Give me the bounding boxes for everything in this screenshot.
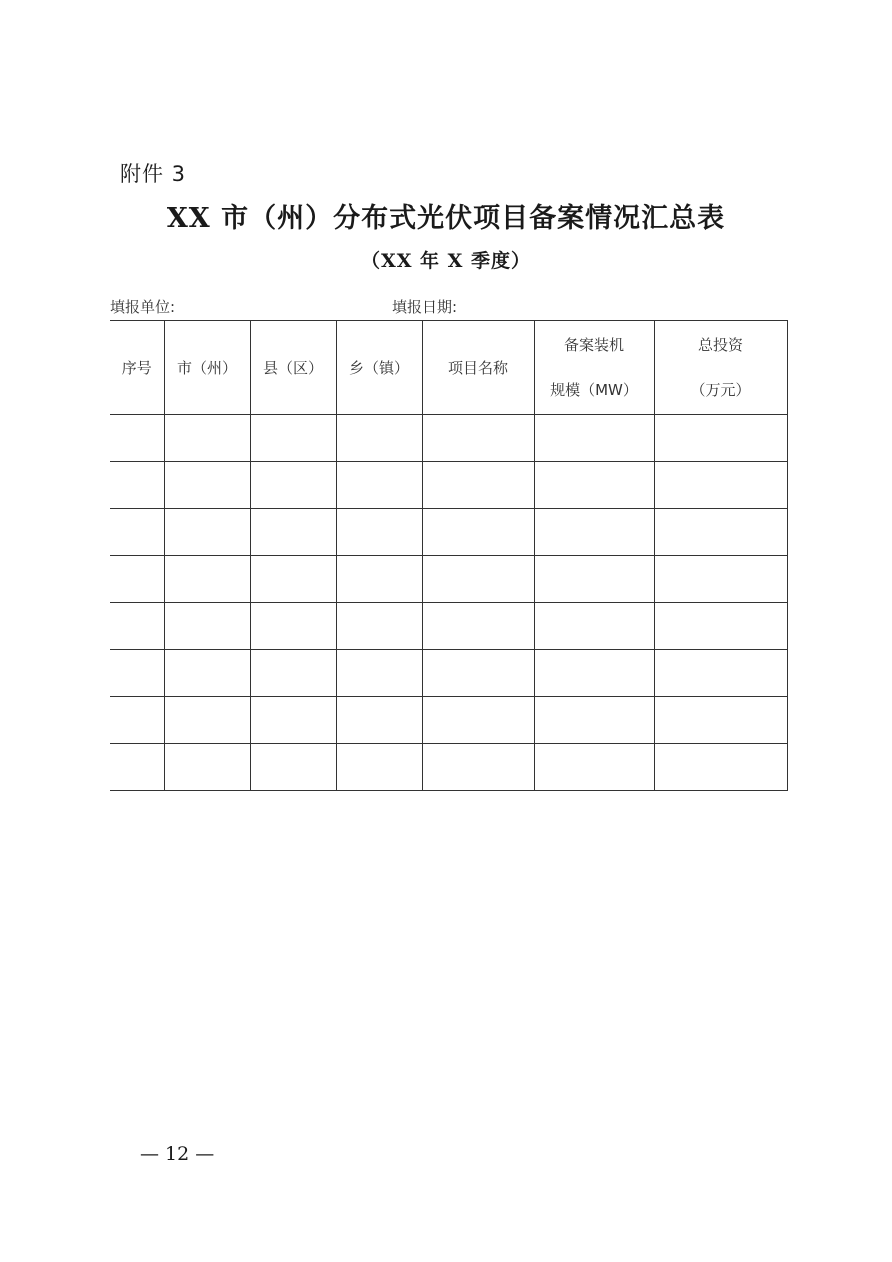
- table-cell: [164, 650, 250, 697]
- table-row: [110, 697, 787, 744]
- header-project-name: 项目名称: [422, 321, 534, 415]
- table-cell: [422, 744, 534, 791]
- attachment-label: 附件 3: [120, 162, 187, 186]
- header-investment-line2: （万元）: [690, 380, 751, 399]
- table-cell: [164, 509, 250, 556]
- table-cell: [654, 744, 787, 791]
- header-index: 序号: [110, 321, 164, 415]
- table-header-row: [110, 321, 787, 415]
- table-cell: [110, 462, 164, 509]
- table-cell: [654, 556, 787, 603]
- table-cell: [164, 415, 250, 462]
- table-cell: [422, 415, 534, 462]
- table-cell: [110, 697, 164, 744]
- header-investment-line1: 总投资: [697, 335, 743, 354]
- table-cell: [110, 556, 164, 603]
- table-cell: [110, 509, 164, 556]
- table-cell: [250, 462, 336, 509]
- table-cell: [336, 603, 422, 650]
- table-cell: [110, 744, 164, 791]
- table-cell: [422, 462, 534, 509]
- reporting-unit-label: 填报单位:: [110, 298, 176, 316]
- table-cell: [336, 462, 422, 509]
- table-body: [110, 415, 787, 791]
- table-cell: [250, 415, 336, 462]
- header-city: 市（州）: [164, 321, 250, 415]
- table-row: [110, 650, 787, 697]
- table-cell: [250, 744, 336, 791]
- header-town: 乡（镇）: [336, 321, 422, 415]
- table-cell: [336, 697, 422, 744]
- table-cell: [250, 697, 336, 744]
- table-row: [110, 556, 787, 603]
- table-cell: [336, 650, 422, 697]
- table-cell: [110, 415, 164, 462]
- table-cell: [422, 556, 534, 603]
- table-cell: [164, 744, 250, 791]
- table-cell: [654, 415, 787, 462]
- header-county: 县（区）: [250, 321, 336, 415]
- table-cell: [422, 603, 534, 650]
- table-cell: [250, 556, 336, 603]
- table-cell: [110, 603, 164, 650]
- table-cell: [250, 603, 336, 650]
- table-cell: [336, 509, 422, 556]
- header-investment: [654, 321, 787, 415]
- table-row: [110, 462, 787, 509]
- table-cell: [654, 509, 787, 556]
- header-capacity: [534, 321, 654, 415]
- table-cell: [534, 650, 654, 697]
- header-capacity-line2: 规模（MW）: [550, 380, 638, 399]
- table-cell: [336, 556, 422, 603]
- table-cell: [534, 556, 654, 603]
- table-cell: [654, 697, 787, 744]
- table-cell: [654, 603, 787, 650]
- table-cell: [534, 462, 654, 509]
- table-row: [110, 509, 787, 556]
- reporting-date-label: 填报日期:: [392, 298, 458, 316]
- table-cell: [422, 509, 534, 556]
- table-cell: [534, 415, 654, 462]
- page-number: — 12 —: [140, 1143, 215, 1165]
- table-cell: [164, 697, 250, 744]
- document-subtitle: （XX 年 X 季度）: [360, 250, 532, 272]
- table-cell: [422, 697, 534, 744]
- header-capacity-line1: 备案装机: [563, 335, 624, 354]
- table-cell: [654, 650, 787, 697]
- table-row: [110, 415, 787, 462]
- table-row: [110, 603, 787, 650]
- table-cell: [110, 650, 164, 697]
- table-cell: [250, 509, 336, 556]
- table-cell: [534, 509, 654, 556]
- table-cell: [164, 462, 250, 509]
- table-cell: [250, 650, 336, 697]
- table-cell: [164, 556, 250, 603]
- table-cell: [336, 415, 422, 462]
- table-cell: [534, 697, 654, 744]
- table-row: [110, 744, 787, 791]
- table-cell: [534, 744, 654, 791]
- table-cell: [534, 603, 654, 650]
- table-cell: [654, 462, 787, 509]
- table-cell: [164, 603, 250, 650]
- table-cell: [422, 650, 534, 697]
- project-summary-table: [110, 320, 788, 791]
- table-cell: [336, 744, 422, 791]
- document-title: XX 市（州）分布式光伏项目备案情况汇总表: [166, 203, 726, 234]
